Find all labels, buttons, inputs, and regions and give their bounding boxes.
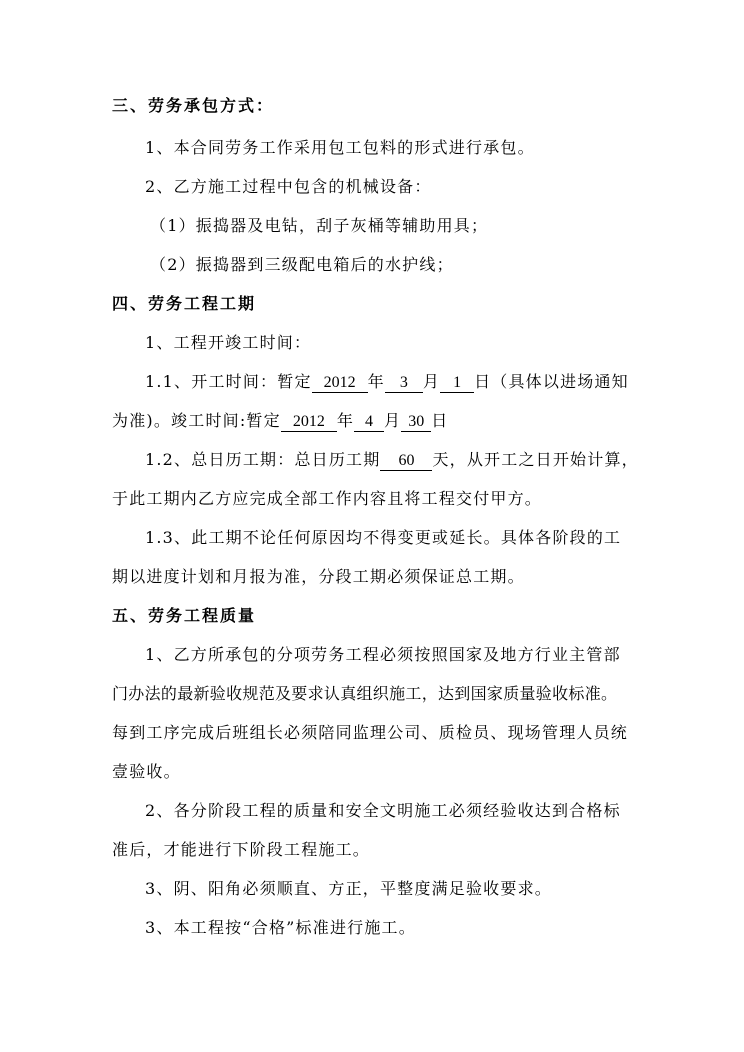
start-month-unit: 月 <box>422 372 441 391</box>
total-duration-line <box>145 450 675 471</box>
section-5-paragraph-3: 3、阴、阳角必须顺直、方正，平整度满足验收要求。 <box>145 879 552 898</box>
section-3-heading: 三、劳务承包方式： <box>112 96 275 115</box>
total-duration-continuation: 于此工期内乙方应完成全部工作内容且将工程交付甲方。 <box>112 489 543 508</box>
end-time-prefix: 为准)。竣工时间:暂定 <box>112 411 281 430</box>
total-duration-suffix: 天，从开工之日开始计算， <box>432 450 639 469</box>
end-time-line <box>112 411 642 432</box>
start-day-value: 1 <box>440 374 474 393</box>
start-year-unit: 年 <box>367 372 385 391</box>
section-5-paragraph-2a: 2、各分阶段工程的质量和安全文明施工必须经验收达到合格标 <box>145 801 621 820</box>
total-duration-days: 60 <box>380 452 432 471</box>
section-5-paragraph-2b: 准后，才能进行下阶段工程施工。 <box>112 840 371 859</box>
end-month-unit: 月 <box>384 411 402 430</box>
start-time-prefix: 1.1、开工时间：暂定 <box>145 372 312 391</box>
end-day-unit: 日 <box>431 411 449 430</box>
start-time-line <box>145 372 675 393</box>
total-duration-prefix: 1.2、总日历工期：总日历工期 <box>145 450 381 469</box>
end-year-value: 2012 <box>281 413 337 432</box>
section-3-item-2: （2）振捣器到三级配电箱后的水护线； <box>150 255 454 274</box>
start-year-value: 2012 <box>312 374 368 393</box>
start-month-value: 3 <box>385 374 423 393</box>
section-5-paragraph-1b: 门办法的最新验收规范及要求认真组织施工，达到国家质量验收标准。 <box>112 684 618 703</box>
section-4-paragraph-1: 1、工程开竣工时间： <box>145 333 312 352</box>
section-4-paragraph-3b: 期以进度计划和月报为准，分段工期必须保证总工期。 <box>112 567 525 586</box>
section-3-item-1: （1）振捣器及电钻，刮子灰桶等辅助用具； <box>150 216 489 235</box>
section-5-paragraph-4: 3、本工程按“合格”标准进行施工。 <box>145 918 416 937</box>
end-month-value: 4 <box>354 413 384 432</box>
section-5-heading: 五、劳务工程质量 <box>112 606 257 625</box>
section-4-heading: 四、劳务工程工期 <box>112 294 257 313</box>
section-5-paragraph-1a: 1、乙方所承包的分项劳务工程必须按照国家及地方行业主管部 <box>145 645 621 664</box>
section-3-paragraph-2: 2、乙方施工过程中包含的机械设备： <box>145 177 432 196</box>
end-year-unit: 年 <box>336 411 355 430</box>
section-4-paragraph-3a: 1.3、此工期不论任何原因均不得变更或延长。具体各阶段的工 <box>145 528 622 547</box>
section-5-paragraph-1c: 每到工序完成后班组长必须陪同监理公司、质检员、现场管理人员统 <box>112 723 629 742</box>
section-5-paragraph-1d: 壹验收。 <box>112 762 181 781</box>
section-3-paragraph-1: 1、本合同劳务工作采用包工包料的形式进行承包。 <box>145 138 535 157</box>
end-day-value: 30 <box>401 413 431 432</box>
start-time-suffix: 日（具体以进场通知 <box>474 372 629 391</box>
